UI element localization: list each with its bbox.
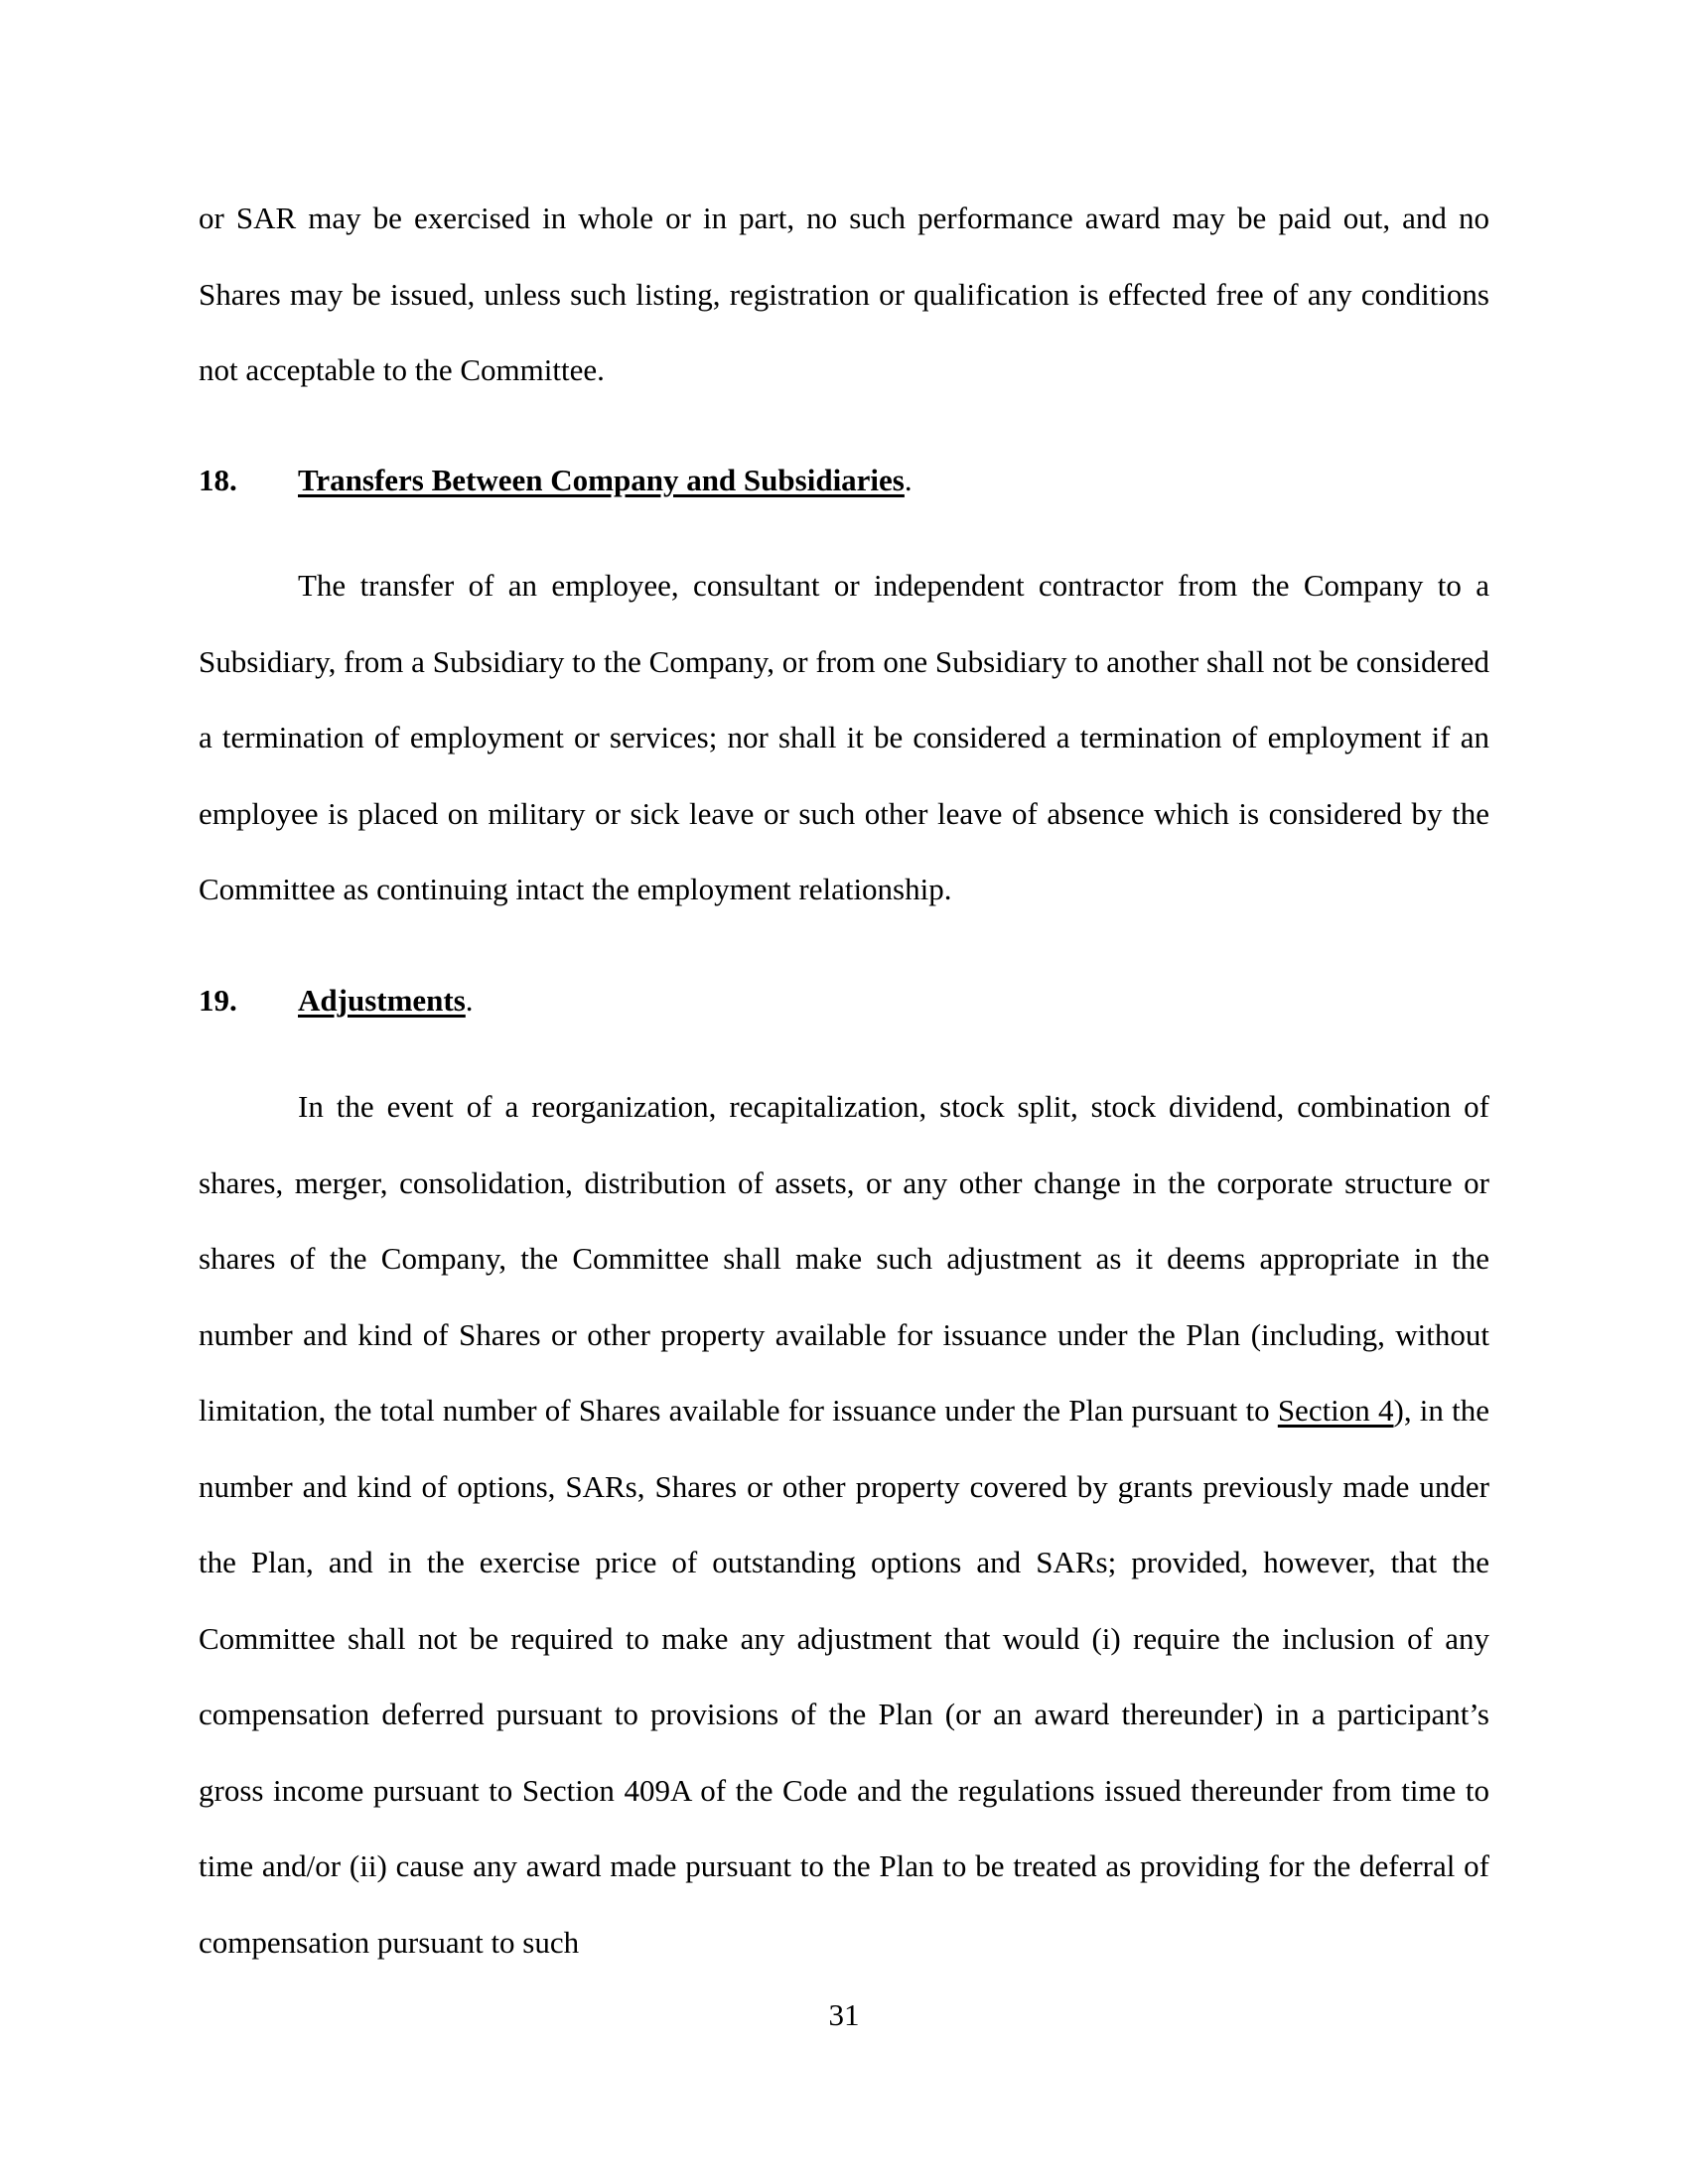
- section-19-body-part-2: ), in the number and kind of options, SARs, Shares or other property covered by grants previously made under the Plan, and in the exercise price of outstanding options and SARs; provided, however, that the Committee shall not be required to make any adjustment that would (i) require the inclusion of any compensation deferred pursuant to provisions of the Plan (or an award thereunder) in a participant’s gross income pursuant to Section 409A of the Code and the regulations issued thereunder from time to time and/or (ii) cause any award made pursuant to the Plan to be treated as providing for the deferral of compensation pursuant to such: [199, 1393, 1489, 1960]
- section-19-body: [199, 1069, 1489, 1980]
- continuation-paragraph: or SAR may be exercised in whole or in part, no such performance award may be paid out, and no Shares may be issued, unless such listing, registration or qualification is effected free of any conditions not acceptable to the Committee.: [199, 201, 1489, 387]
- section-19-heading: [199, 981, 1489, 1021]
- section-18-title-suffix: .: [904, 463, 913, 497]
- section-18-heading: [199, 461, 1489, 500]
- section-19-title-suffix: .: [465, 983, 474, 1018]
- section-18-number: 18.: [199, 463, 237, 497]
- section-19-number: 19.: [199, 983, 237, 1018]
- section-19-title: Adjustments: [298, 983, 466, 1018]
- section-4-reference: Section 4: [1277, 1393, 1394, 1428]
- page-number: 31: [828, 1997, 860, 2032]
- section-18-title: Transfers Between Company and Subsidiaries: [298, 463, 905, 497]
- section-19-body-part-1: In the event of a reorganization, recapitalization, stock split, stock dividend, combination of shares, merger, consolidation, distribution of assets, or any other change in the corporate structure or shares of the Company, the Committee shall make such adjustment as it deems appropriate in the number and kind of Shares or other property available for issuance under the Plan (including, without limitation, the total number of Shares available for issuance under the Plan pursuant to: [199, 1089, 1489, 1428]
- section-18-body: The transfer of an employee, consultant or independent contractor from the Company to a Subsidiary, from a Subsidiary to the Company, or from one Subsidiary to another shall not be considered a termination of employment or services; nor shall it be considered a termination of employment if an employee is placed on military or sick leave or such other leave of absence which is considered by the Committee as continuing intact the employment relationship.: [199, 568, 1489, 906]
